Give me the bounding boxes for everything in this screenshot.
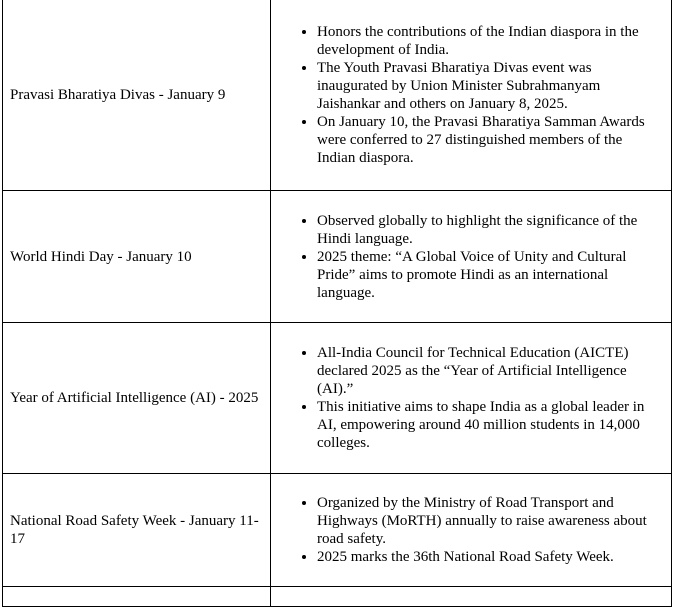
event-details [271, 474, 672, 587]
event-name: Pravasi Bharatiya Divas - January 9 [3, 0, 271, 191]
list-item: • All-India Council for Technical Education (AICTE) declared 2025 as the “Year of Artificial Intelligence (AI).” [317, 344, 663, 398]
list-item: • On January 10, the Pravasi Bharatiya Samman Awards were conferred to 27 distinguished members of the Indian diaspora. [317, 113, 663, 167]
event-name: National Road Safety Week - January 11-17 [3, 474, 271, 587]
table-row-partial [3, 587, 672, 607]
details-list [297, 23, 663, 167]
event-name: Year of Artificial Intelligence (AI) - 2025 [3, 323, 271, 474]
details-list [297, 212, 663, 302]
event-name-empty [3, 587, 271, 607]
event-details-empty [271, 587, 672, 607]
table-row [3, 0, 672, 191]
list-item: • 2025 marks the 36th National Road Safety Week. [317, 548, 663, 566]
list-item: • The Youth Pravasi Bharatiya Divas event was inaugurated by Union Minister Subrahmanyam Jaishankar and others on January 8, 2025. [317, 59, 663, 113]
event-details [271, 0, 672, 191]
event-name: World Hindi Day - January 10 [3, 191, 271, 323]
table-row [3, 323, 672, 474]
details-list [297, 494, 663, 566]
details-list [297, 344, 663, 452]
list-item: • This initiative aims to shape India as a global leader in AI, empowering around 40 million students in 14,000 colleges. [317, 398, 663, 452]
event-details [271, 323, 672, 474]
event-details [271, 191, 672, 323]
events-table [2, 0, 672, 607]
list-item: • Observed globally to highlight the significance of the Hindi language. [317, 212, 663, 248]
list-item: • Honors the contributions of the Indian diaspora in the development of India. [317, 23, 663, 59]
table-row [3, 474, 672, 587]
list-item: • Organized by the Ministry of Road Transport and Highways (MoRTH) annually to raise awareness about road safety. [317, 494, 663, 548]
list-item: • 2025 theme: “A Global Voice of Unity and Cultural Pride” aims to promote Hindi as an international language. [317, 248, 663, 302]
table-row [3, 191, 672, 323]
